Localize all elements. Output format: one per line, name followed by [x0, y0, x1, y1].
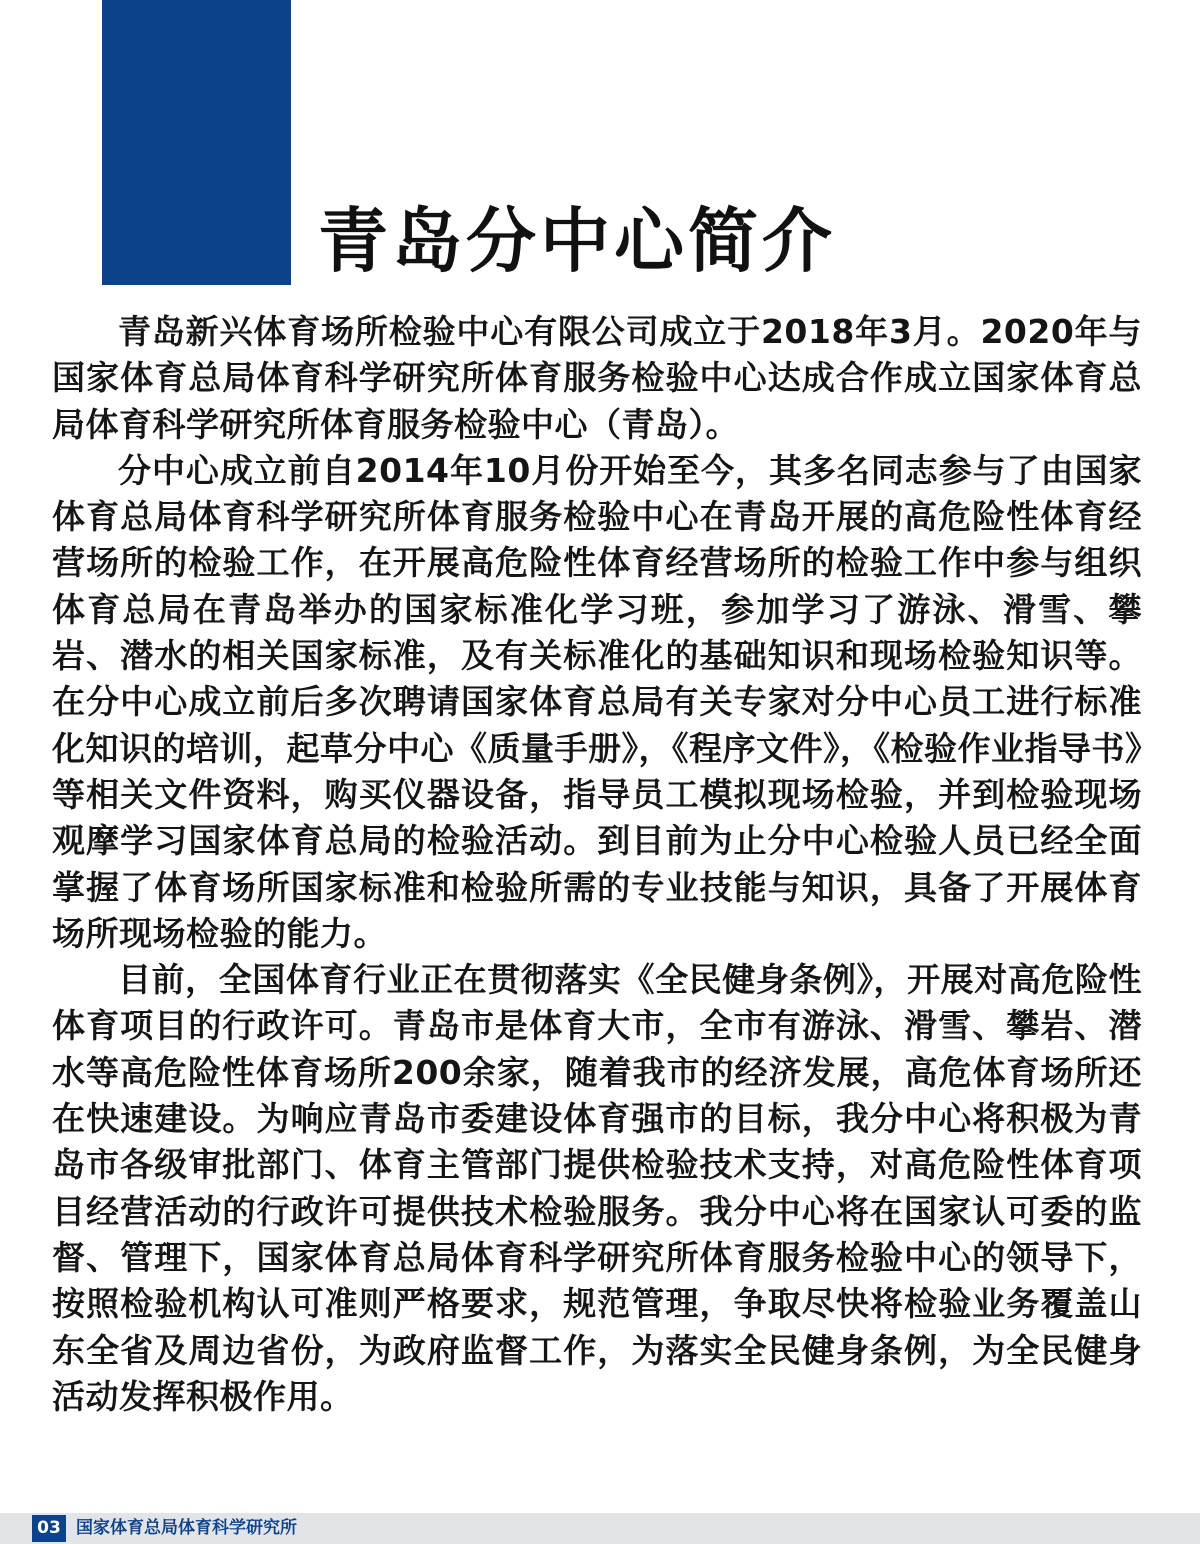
footer-organization: 国家体育总局体育科学研究所: [76, 1518, 297, 1538]
paragraph-history: 分中心成立前自2014年10月份开始至今，其多名同志参与了由国家体育总局体育科学研究所体育服务检验中心在青岛开展的高危险性体育经营场所的检验工作，在开展高危险性体育经营场所的检验工作中参与组织体育总局在青岛举办的国家标准化学习班，参加学习了游泳、滑雪、攀岩、潜水的相关国家标准，及有关标准化的基础知识和现场检验知识等。在分中心成立前后多次聘请国家体育总局有关专家对分中心员工进行标准化知识的培训，起草分中心《质量手册》，《程序文件》，《检验作业指导书》等相关文件资料，购买仪器设备，指导员工模拟现场检验，并到检验现场观摩学习国家体育总局的检验活动。到目前为止分中心检验人员已经全面掌握了体育场所国家标准和检验所需的专业技能与知识，具备了开展体育场所现场检验的能力。: [52, 450, 1142, 953]
paragraph-mission: 目前，全国体育行业正在贯彻落实《全民健身条例》，开展对高危险性体育项目的行政许可。青岛市是体育大市，全市有游泳、滑雪、攀岩、潜水等高危险性体育场所200余家，随着我市的经济发展，高危体育场所还在快速建设。为响应青岛市委建设体育强市的目标，我分中心将积极为青岛市各级审批部门、体育主管部门提供检验技术支持，对高危险性体育项目经营活动的行政许可提供技术检验服务。我分中心将在国家认可委的监督、管理下，国家体育总局体育科学研究所体育服务检验中心的领导下，按照检验机构认可准则严格要求，规范管理，争取尽快将检验业务覆盖山东全省及周边省份，为政府监督工作，为落实全民健身条例，为全民健身活动发挥积极作用。: [52, 960, 1142, 1416]
page-number: 03: [32, 1515, 66, 1542]
title-accent-block: [102, 0, 291, 285]
page-title: 青岛分中心简介: [318, 199, 836, 282]
article-body: [52, 309, 1142, 1420]
paragraph-founding: 青岛新兴体育场所检验中心有限公司成立于2018年3月。2020年与国家体育总局体育科学研究所体育服务检验中心达成合作成立国家体育总局体育科学研究所体育服务检验中心（青岛）。: [52, 312, 1142, 444]
